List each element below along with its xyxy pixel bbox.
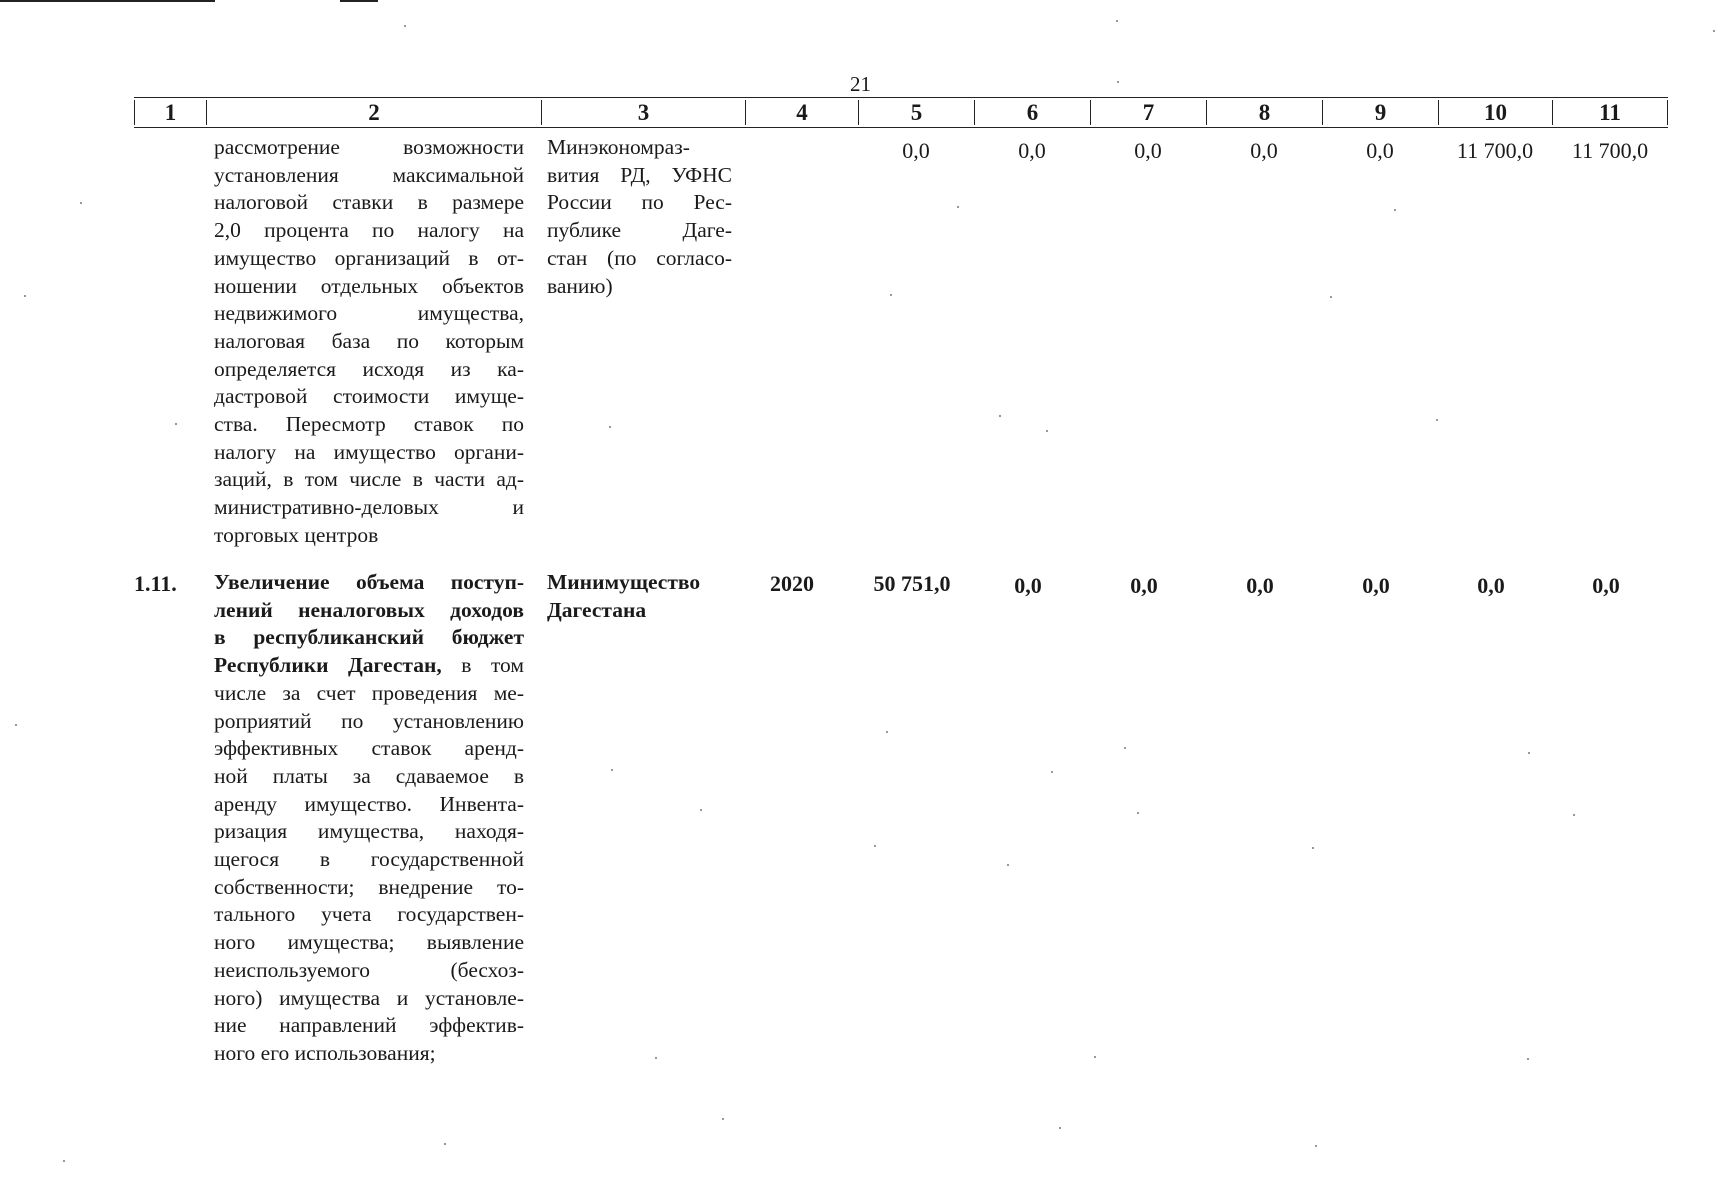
- row-1-col-7-value: 0,0: [1134, 138, 1162, 163]
- executor-line: Минимущество: [547, 570, 701, 594]
- row-2-year: 2020: [770, 571, 814, 596]
- scan-speck: [1116, 20, 1118, 22]
- column-header-9: 9: [1322, 100, 1438, 125]
- description-line: Увеличение объема поступ-: [214, 570, 524, 594]
- scan-speck: [609, 426, 611, 428]
- description-line: министративно-деловых и: [214, 495, 524, 520]
- row-1-col-9-value: 0,0: [1366, 138, 1394, 163]
- table-header-top-rule: [134, 97, 1668, 98]
- description-line: заций, в том числе в части ад-: [214, 467, 524, 492]
- row-2-col-7-value: 0,0: [1130, 573, 1158, 598]
- description-line: тального учета государствен-: [214, 902, 524, 927]
- scan-speck: [175, 423, 177, 425]
- executor-line: публике Даге-: [547, 218, 732, 243]
- description-line: ной платы за сдаваемое в: [214, 763, 524, 788]
- scan-speck: [886, 731, 888, 733]
- scan-speck: [1094, 1056, 1096, 1058]
- description-line: ризация имущества, находя-: [214, 819, 524, 844]
- description-line: налогу на имущество органи-: [214, 439, 524, 464]
- description-line: ние направлений эффектив-: [214, 1013, 524, 1038]
- scan-artifact: [0, 0, 215, 2]
- scan-speck: [1007, 864, 1009, 866]
- scan-speck: [1330, 296, 1332, 298]
- scan-speck: [63, 1160, 65, 1162]
- column-header-4: 4: [745, 100, 858, 125]
- column-header-3: 3: [541, 100, 745, 125]
- description-line: щегося в государственной: [214, 847, 524, 872]
- description-bold-phrase: Республики Дагестан,: [214, 653, 442, 678]
- scan-speck: [404, 25, 406, 27]
- description-line: роприятий по установлению: [214, 708, 524, 733]
- scan-speck: [655, 1057, 657, 1059]
- description-line: ного имущества; выявление: [214, 930, 524, 955]
- row-1-col-8-value: 0,0: [1250, 138, 1278, 163]
- description-line: числе за счет проведения ме-: [214, 680, 524, 705]
- description-line: ства. Пересмотр ставок по: [214, 412, 524, 437]
- scan-speck: [1312, 847, 1314, 849]
- description-line: налоговой ставки в размере: [214, 190, 524, 215]
- row-1-col-10-value: 11 700,0: [1456, 138, 1534, 163]
- row-2-col-6-value: 0,0: [1014, 573, 1042, 598]
- scan-speck: [444, 1143, 446, 1145]
- description-line: лений неналоговых доходов: [214, 597, 524, 622]
- scan-speck: [611, 769, 613, 771]
- description-line: дастровой стоимости имуще-: [214, 384, 524, 409]
- row-2-executor: [547, 569, 732, 624]
- scan-speck: [957, 206, 959, 208]
- description-line: имущество организаций в от-: [214, 245, 524, 270]
- row-2-col-9-value: 0,0: [1362, 573, 1390, 598]
- description-line: ного его использования;: [214, 1040, 436, 1065]
- scan-speck: [1059, 1127, 1061, 1129]
- scan-speck: [722, 1118, 724, 1120]
- scan-speck: [1051, 771, 1053, 773]
- scan-artifact: [340, 0, 378, 2]
- executor-line: Минэкономраз-: [547, 135, 690, 159]
- scan-speck: [15, 724, 17, 726]
- scan-speck: [999, 415, 1001, 417]
- scan-speck: [1117, 81, 1119, 83]
- row-1-executor: [547, 134, 732, 300]
- column-header-8: 8: [1206, 100, 1322, 125]
- row-1-col-5-value: 0,0: [902, 138, 930, 163]
- description-line: недвижимого имущества,: [214, 301, 524, 326]
- column-header-10: 10: [1438, 100, 1552, 125]
- description-line: ношении отдельных объектов: [214, 273, 524, 298]
- column-header-5: 5: [858, 100, 974, 125]
- description-line: в республиканский бюджет: [214, 625, 524, 650]
- description-line: налоговая база по которым: [214, 328, 524, 353]
- scan-speck: [24, 295, 26, 297]
- row-1-description: [214, 134, 524, 550]
- scan-speck: [1124, 747, 1126, 749]
- scan-speck: [1527, 1058, 1529, 1060]
- row-2-number: 1.11.: [134, 571, 177, 596]
- description-line: торговых центров: [214, 522, 379, 547]
- scan-speck: [890, 294, 892, 296]
- executor-line: Дагестана: [547, 597, 647, 622]
- description-line: эффективных ставок аренд-: [214, 736, 524, 761]
- page-number: 21: [850, 72, 871, 96]
- scan-speck: [874, 845, 876, 847]
- column-header-11: 11: [1552, 100, 1668, 125]
- description-line: аренду имущество. Инвента-: [214, 791, 524, 816]
- row-2-col-8-value: 0,0: [1246, 573, 1274, 598]
- description-line: ного) имущества и установле-: [214, 985, 524, 1010]
- scan-speck: [1436, 419, 1438, 421]
- row-1-col-11-value: 11 700,0: [1571, 138, 1649, 163]
- executor-line: ванию): [547, 273, 613, 298]
- description-line: рассмотрение возможности: [214, 135, 524, 159]
- column-header-1: 1: [134, 100, 206, 125]
- scan-speck: [1137, 812, 1139, 814]
- description-line: определяется исходя из ка-: [214, 356, 524, 381]
- scan-speck: [1528, 752, 1530, 754]
- scan-speck: [1315, 1145, 1317, 1147]
- scan-speck: [1713, 30, 1715, 32]
- scan-speck: [1394, 209, 1396, 211]
- table-header-bottom-rule: [134, 127, 1668, 128]
- column-header-2: 2: [206, 100, 541, 125]
- row-2-col-10-value: 0,0: [1477, 573, 1505, 598]
- column-header-6: 6: [974, 100, 1090, 125]
- description-line: собственности; внедрение то-: [214, 874, 524, 899]
- description-line: 2,0 процента по налогу на: [214, 218, 524, 243]
- scan-speck: [700, 809, 702, 811]
- description-tail: в том: [441, 653, 524, 678]
- column-header-7: 7: [1090, 100, 1206, 125]
- row-2-col-5-value: 50 751,0: [873, 571, 951, 596]
- row-2-description: [214, 569, 524, 1068]
- row-1-col-6-value: 0,0: [1018, 138, 1046, 163]
- executor-line: России по Рес-: [547, 190, 732, 215]
- scan-speck: [1573, 814, 1575, 816]
- description-line: [214, 652, 524, 680]
- executor-line: стан (по согласо-: [547, 245, 732, 270]
- scan-speck: [80, 202, 82, 204]
- scan-speck: [1046, 430, 1048, 432]
- description-line: неиспользуемого (бесхоз-: [214, 957, 524, 982]
- description-line: установления максимальной: [214, 162, 524, 187]
- executor-line: вития РД, УФНС: [547, 162, 732, 187]
- row-2-col-11-value: 0,0: [1592, 573, 1620, 598]
